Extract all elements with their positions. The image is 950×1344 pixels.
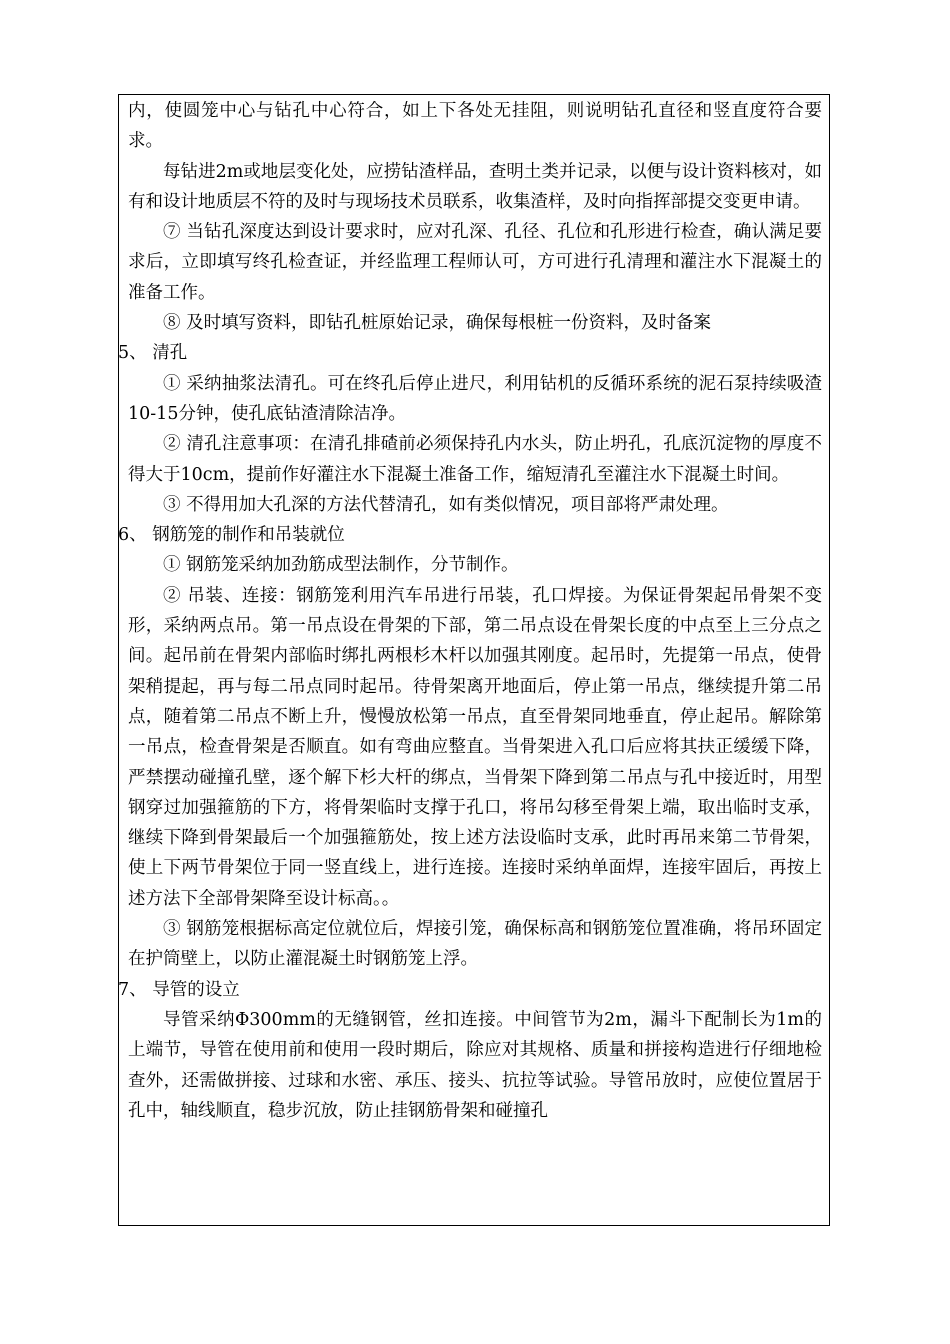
paragraph-cleaning-2: ② 清孔注意事项：在清孔排碴前必须保持孔内水头，防止坍孔，孔底沉淀物的厚度不得大于10cm，提前作好灌注水下混凝土准备工作，缩短清孔至灌注水下混凝土时间。 bbox=[128, 434, 822, 485]
paragraph-item-7: ⑦ 当钻孔深度达到设计要求时，应对孔深、孔径、孔位和孔形进行检查，确认满足要求后，立即填写终孔检查证，并经监理工程师认可，方可进行孔清理和灌注水下混凝土的准备工作。 bbox=[128, 222, 822, 303]
paragraph-cleaning-1: ① 采纳抽浆法清孔。可在终孔后停止进尺，利用钻机的反循环系统的泥石泵持续吸渣10-15分钟，使孔底钻渣清除洁净。 bbox=[128, 373, 822, 424]
section-heading-6: 6、 钢筋笼的制作和吊装就位 bbox=[118, 525, 345, 546]
paragraph-conduit: 导管采纳Φ300mm的无缝钢管，丝扣连接。中间管节为2m，漏斗下配制长为1m的上端节，导管在使用前和使用一段时期后，除应对其规格、质量和拼接构造进行仔细地检查外，还需做拼接、过球和水密、承压、接头、抗拉等试验。导管吊放时，应使位置居于孔中，轴线顺直，稳步沉放，防止挂钢筋骨架和碰撞孔 bbox=[128, 1009, 822, 1121]
paragraph-item-8: ⑧ 及时填写资料，即钻孔桩原始记录，确保每根桩一份资料，及时备案 bbox=[163, 313, 712, 334]
paragraph-cage-3: ③ 钢筋笼根据标高定位就位后，焊接引笼，确保标高和钢筋笼位置准确，将吊环固定在护筒壁上，以防止灌混凝土时钢筋笼上浮。 bbox=[128, 919, 822, 970]
paragraph-cleaning-3: ③ 不得用加大孔深的方法代替清孔，如有类似情况，项目部将严肃处理。 bbox=[163, 494, 729, 515]
document-body bbox=[118, 96, 822, 1126]
paragraph-cage-1: ① 钢筋笼采纳加劲筋成型法制作，分节制作。 bbox=[163, 555, 519, 576]
section-heading-5: 5、 清孔 bbox=[118, 343, 188, 364]
paragraph-sampling: 每钻进2m或地层变化处，应捞钻渣样品，查明土类并记录，以便与设计资料核对，如有和设计地质层不符的及时与现场技术员联系，收集渣样，及时向指挥部提交变更申请。 bbox=[128, 161, 822, 212]
paragraph-continuation: 内，使圆笼中心与钻孔中心符合，如上下各处无挂阻，则说明钻孔直径和竖直度符合要求。 bbox=[128, 101, 822, 152]
section-heading-7: 7、 导管的设立 bbox=[118, 979, 240, 1000]
paragraph-cage-2: ② 吊装、连接：钢筋笼利用汽车吊进行吊装，孔口焊接。为保证骨架起吊骨架不变形，采纳两点吊。第一吊点设在骨架的下部，第二吊点设在骨架长度的中点至上三分点之间。起吊前在骨架内部临时绑扎两根杉木杆以加强其刚度。起吊时，先提第一吊点，使骨架稍提起，再与每二吊点同时起吊。待骨架离开地面后，停止第一吊点，继续提升第二吊点，随着第二吊点不断上升，慢慢放松第一吊点，直至骨架同地垂直，停止起吊。解除第一吊点，检查骨架是否顺直。如有弯曲应整直。当骨架进入孔口后应将其扶正缓缓下降，严禁摆动碰撞孔壁，逐个解下杉大杆的绑点，当骨架下降到第二吊点与孔中接近时，用型钢穿过加强箍筋的下方，将骨架临时支撑于孔口，将吊勾移至骨架上端，取出临时支承，继续下降到骨架最后一个加强箍筋处，按上述方法设临时支承，此时再吊来第二节骨架，使上下两节骨架位于同一竖直线上，进行连接。连接时采纳单面焊，连接牢固后，再按上述方法下全部骨架降至设计标高。。 bbox=[128, 585, 822, 909]
